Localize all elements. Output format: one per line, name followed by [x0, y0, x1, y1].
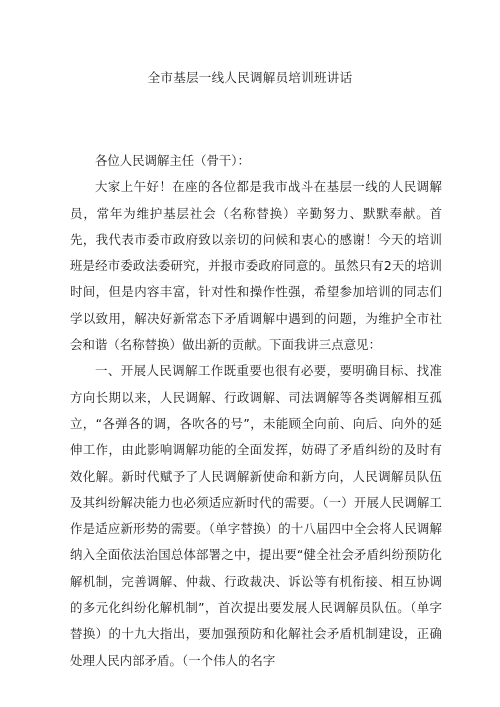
paragraph-point-one: 一、开展人民调解工作既重要也很有必要，要明确目标、找准方向长期以来，人民调解、行政调解、司法调解等各类调解相互孤立，“各弹各的调，各吹各的号”，未能顾全向前、向后、向外的延伸工作，由此影响调解功能的全面发挥，妨碍了矛盾纠纷的及时有效化解。新时代赋予了人民调解新使命和新方向，人民调解员队伍及其纠纷解决能力也必须适应新时代的需要。（一）开展人民调解工作是适应新形势的需要。（单字替换）的十八届四中全会将人民调解纳入全面依法治国总体部署之中，提出要“健全社会矛盾纠纷预防化解机制，完善调解、仲裁、行政裁决、诉讼等有机衔接、相互协调的多元化纠纷化解机制”，首次提出要发展人民调解员队伍。（单字替换）的十九大指出，要加强预防和化解社会矛盾机制建设，正确处理人民内部矛盾。（一个伟人的名字 — [70, 363, 442, 668]
paragraph-greeting: 大家上午好！在座的各位都是我市战斗在基层一线的人民调解员，常年为维护基层社会（名称替换）辛勤努力、默默奉献。首先，我代表市委市政府致以亲切的问候和衷心的感谢！今天的培训班是经市委政法委研究，并报市委政府同意的。虽然只有2天的培训时间，但是内容丰富，针对性和操作性强，希望参加培训的同志们学以致用，解决好新常态下矛盾调解中遇到的问题，为维护全市社会和谐（名称替换）做出新的贡献。下面我讲三点意见： — [70, 179, 442, 353]
document-title: 全市基层一线人民调解员培训班讲话 — [147, 70, 353, 85]
document-body — [70, 148, 442, 674]
salutation: 各位人民调解主任（骨干）： — [95, 153, 250, 168]
